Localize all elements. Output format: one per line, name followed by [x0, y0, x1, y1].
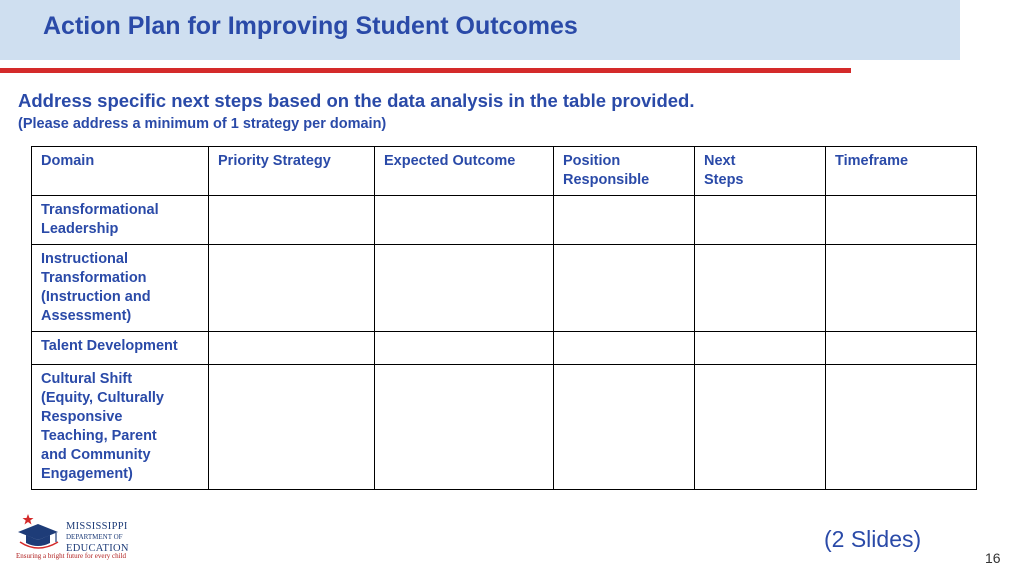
header-priority-strategy: Priority Strategy	[209, 147, 375, 196]
table-cell[interactable]	[695, 332, 826, 365]
header-next-steps: Next Steps	[695, 147, 826, 196]
table-cell[interactable]	[695, 245, 826, 332]
graduation-cap-icon	[14, 512, 64, 554]
table-cell[interactable]	[554, 332, 695, 365]
table-cell[interactable]	[826, 332, 977, 365]
table-cell[interactable]	[209, 196, 375, 245]
table-cell[interactable]	[375, 365, 554, 490]
logo-line-3: EDUCATION	[66, 543, 129, 554]
table-cell[interactable]	[826, 196, 977, 245]
table-cell[interactable]	[375, 196, 554, 245]
domain-cell: Instructional Transformation (Instruction and Assessment)	[32, 245, 209, 332]
header-domain: Domain	[32, 147, 209, 196]
table-cell[interactable]	[826, 245, 977, 332]
table-cell[interactable]	[554, 365, 695, 490]
instruction-heading: Address specific next steps based on the data analysis in the table provided.	[18, 90, 695, 111]
slides-count-note: (2 Slides)	[824, 526, 922, 552]
table-cell[interactable]	[554, 196, 695, 245]
action-plan-table	[31, 146, 977, 490]
logo-tagline: Ensuring a bright future for every child	[16, 552, 127, 560]
table-cell[interactable]	[554, 245, 695, 332]
header-position-responsible: Position Responsible	[554, 147, 695, 196]
table-cell[interactable]	[209, 245, 375, 332]
logo-wordmark	[66, 521, 129, 554]
slide-title: Action Plan for Improving Student Outcomes	[43, 12, 578, 40]
red-divider	[0, 68, 851, 73]
logo-line-2: DEPARTMENT OF	[66, 533, 123, 541]
table-row	[32, 332, 977, 365]
table-cell[interactable]	[209, 332, 375, 365]
table-cell[interactable]	[375, 245, 554, 332]
header-timeframe: Timeframe	[826, 147, 977, 196]
table-row	[32, 365, 977, 490]
instruction-note: (Please address a minimum of 1 strategy per domain)	[18, 116, 387, 132]
table-cell[interactable]	[375, 332, 554, 365]
table-cell[interactable]	[695, 196, 826, 245]
table-row	[32, 245, 977, 332]
header-expected-outcome: Expected Outcome	[375, 147, 554, 196]
domain-cell: Cultural Shift (Equity, Culturally Responsive Teaching, Parent and Community Engagement)	[32, 365, 209, 490]
table-cell[interactable]	[826, 365, 977, 490]
logo-line-1: MISSISSIPPI	[66, 521, 128, 532]
table-row	[32, 196, 977, 245]
domain-cell: Talent Development	[32, 332, 209, 365]
table-cell[interactable]	[209, 365, 375, 490]
domain-cell: Transformational Leadership	[32, 196, 209, 245]
table-cell[interactable]	[695, 365, 826, 490]
mde-logo	[14, 512, 144, 564]
page-number: 16	[985, 550, 1001, 566]
table-header-row	[32, 147, 977, 196]
